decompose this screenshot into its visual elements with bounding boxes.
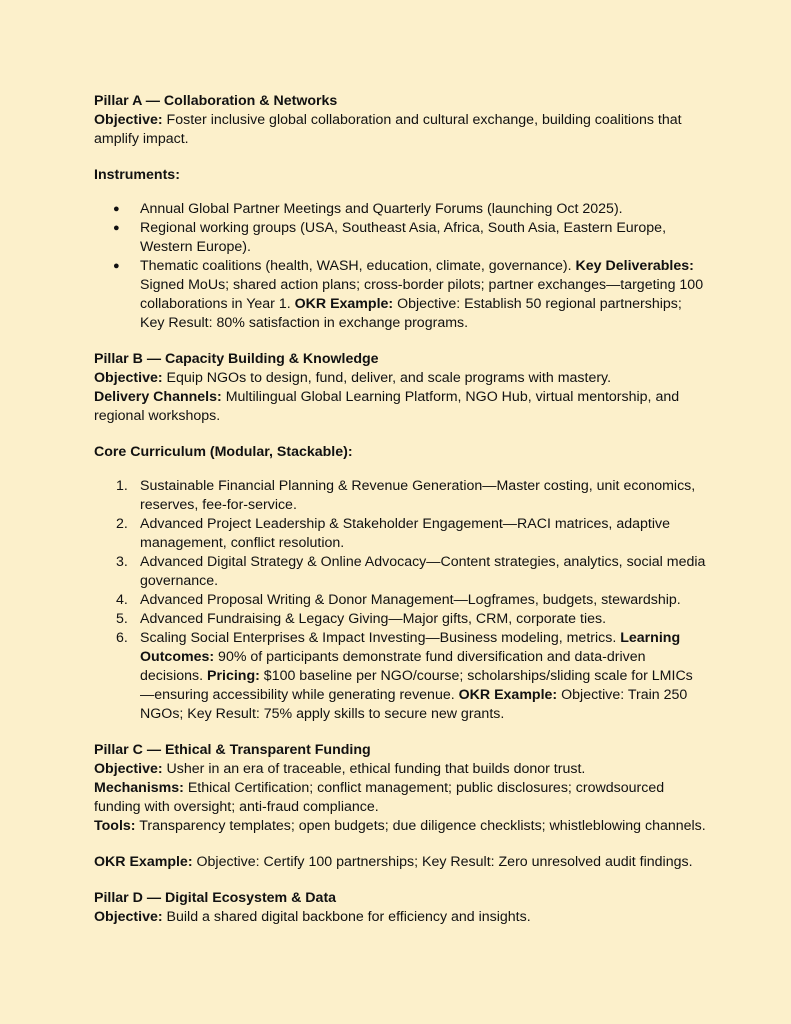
pillar-a-section: [94, 92, 706, 333]
list-item: 4. Advanced Proposal Writing & Donor Management—Logframes, budgets, stewardship.: [116, 592, 681, 608]
pillar-b-section: [94, 350, 706, 724]
list-item: 5. Advanced Fundraising & Legacy Giving—Major gifts, CRM, corporate ties.: [116, 611, 607, 627]
list-item: ● Thematic coalitions (health, WASH, education, climate, governance). Key Deliverables: Signed MoUs; shared action plans; cross-border pilots; partner exchanges—targeting 100 collaborations in Year 1. OKR Example: Objective: Establish 50 regional partnerships; Key Result: 80% satisfaction in exchange programs.: [140, 257, 706, 333]
pillar-d-objective: Objective: Build a shared digital backbone for efficiency and insights.: [94, 909, 531, 925]
document-page: [94, 92, 706, 927]
pillar-c-okr: OKR Example: Objective: Certify 100 partnerships; Key Result: Zero unresolved audit findings.: [94, 854, 693, 870]
instruments-heading: Instruments:: [94, 167, 180, 183]
pillar-a-heading: Pillar A — Collaboration & Networks: [94, 93, 338, 109]
list-item: 2. Advanced Project Leadership & Stakeholder Engagement—RACI matrices, adaptive management, conflict resolution.: [116, 516, 670, 551]
pillar-b-delivery: Delivery Channels: Multilingual Global Learning Platform, NGO Hub, virtual mentorship, and regional workshops.: [94, 389, 680, 424]
objective-label: Objective:: [94, 761, 163, 777]
pillar-c-objective: Objective: Usher in an era of traceable, ethical funding that builds donor trust.: [94, 761, 586, 777]
list-item: 6. Scaling Social Enterprises & Impact Investing—Business modeling, metrics. Learning Outcomes: 90% of participants demonstrate fund diversification and data-driven decisions. Pricing: $100 baseline per NGO/course; scholarships/sliding scale for LMICs—ensuring accessibility while generating revenue. OKR Example: Objective: Train 250 NGOs; Key Result: 75% apply skills to secure new grants.: [116, 630, 693, 722]
objective-label: Objective:: [94, 370, 163, 386]
pillar-c-tools: Tools: Transparency templates; open budgets; due diligence checklists; whistleblowing channels.: [94, 818, 706, 834]
pillar-c-section: [94, 741, 706, 872]
list-item: ● Annual Global Partner Meetings and Quarterly Forums (launching Oct 2025).: [140, 200, 706, 219]
curriculum-heading: Core Curriculum (Modular, Stackable):: [94, 444, 353, 460]
objective-label: Objective:: [94, 112, 163, 128]
pillar-c-heading: Pillar C — Ethical & Transparent Funding: [94, 742, 371, 758]
pillar-b-objective: Objective: Equip NGOs to design, fund, deliver, and scale programs with mastery.: [94, 370, 612, 386]
pillar-c-mechanisms: Mechanisms: Ethical Certification; conflict management; public disclosures; crowdsourced funding with oversight; anti-fraud compliance.: [94, 780, 665, 815]
list-item: ● Regional working groups (USA, Southeast Asia, Africa, South Asia, Eastern Europe, Western Europe).: [140, 219, 706, 257]
pillar-a-objective: Objective: Foster inclusive global collaboration and cultural exchange, building coalitions that amplify impact.: [94, 112, 682, 147]
instruments-list: [94, 200, 706, 333]
pillar-d-heading: Pillar D — Digital Ecosystem & Data: [94, 890, 337, 906]
curriculum-list: [94, 477, 706, 724]
pillar-d-section: [94, 889, 706, 927]
list-item: 1. Sustainable Financial Planning & Revenue Generation—Master costing, unit economics, reserves, fee-for-service.: [116, 478, 696, 513]
objective-label: Objective:: [94, 909, 163, 925]
list-item: 3. Advanced Digital Strategy & Online Advocacy—Content strategies, analytics, social media governance.: [116, 554, 706, 589]
pillar-b-heading: Pillar B — Capacity Building & Knowledge: [94, 351, 379, 367]
